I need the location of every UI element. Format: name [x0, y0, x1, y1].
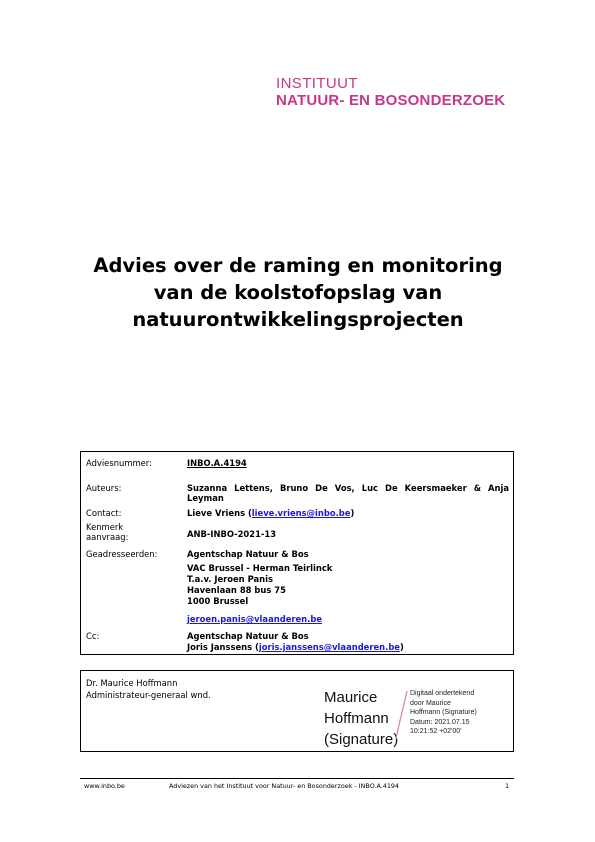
address-line-4: 1000 Brussel: [187, 596, 249, 606]
signature-stroke-icon: [394, 689, 410, 741]
signature-large-line-3: (Signature): [324, 731, 399, 748]
signatory-name: Dr. Maurice Hoffmann: [86, 678, 178, 688]
digital-line-2: door Maurice: [410, 699, 451, 707]
kenmerk-label-2: aanvraag:: [86, 532, 129, 542]
signature-large-line-2: Hoffmann: [324, 710, 389, 727]
auteurs-value: Suzanna Lettens, Bruno De Vos, Luc De Keersmaeker & Anja Leyman: [187, 483, 509, 503]
address-line-2: T.a.v. Jeroen Panis: [187, 574, 273, 584]
cc-org: Agentschap Natuur & Bos: [187, 631, 309, 641]
adviesnummer-value: INBO.A.4194: [187, 458, 247, 468]
contact-label: Contact:: [86, 508, 122, 518]
signatory-role: Administrateur-generaal wnd.: [86, 690, 211, 700]
geadresseerde-email-link[interactable]: jeroen.panis@vlaanderen.be: [187, 614, 322, 624]
footer-site: www.inbo.be: [84, 782, 125, 790]
kenmerk-label: [86, 522, 184, 542]
contact-value: [187, 508, 509, 518]
signature-name-large: [324, 687, 398, 750]
geadresseerde-1: Agentschap Natuur & Bos: [187, 549, 309, 559]
digital-line-5: 10:21:52 +02'00': [410, 728, 462, 735]
cc-close: ): [400, 642, 404, 652]
auteurs-label: Auteurs:: [86, 483, 122, 493]
logo-line-2: NATUUR- EN BOSONDERZOEK: [276, 92, 506, 109]
contact-name: Lieve Vriens (: [187, 508, 252, 518]
cc-email-link[interactable]: joris.janssens@vlaanderen.be: [258, 642, 400, 652]
logo-line-1: INSTITUUT: [276, 75, 358, 92]
geadresseerden-label: Geadresseerden:: [86, 549, 158, 559]
contact-close: ): [350, 508, 355, 518]
title-line-2: van de koolstofopslag van: [153, 281, 443, 304]
adviesnummer-label: Adviesnummer:: [86, 458, 152, 468]
document-title: [60, 252, 536, 333]
cc-value: [187, 642, 509, 652]
cc-name: Joris Janssens (: [187, 642, 259, 652]
cc-label: Cc:: [86, 631, 100, 641]
footer-divider: [80, 778, 514, 779]
digital-signature-details: [410, 689, 477, 737]
digital-line-1: Digitaal ondertekend: [410, 690, 475, 697]
address-line-3: Havenlaan 88 bus 75: [187, 585, 286, 595]
title-line-1: Advies over de raming en monitoring: [93, 254, 503, 277]
digital-line-4: Datum: 2021.07.15: [410, 718, 470, 726]
metadata-table: [80, 451, 514, 655]
signature-large-line-1: Maurice: [324, 689, 378, 706]
address-line-1: VAC Brussel - Herman Teirlinck: [187, 563, 333, 573]
footer-text: Adviezen van het Instituut voor Natuur- en Bosonderzoek - INBO.A.4194: [169, 782, 400, 790]
kenmerk-value: ANB-INBO-2021-13: [187, 529, 277, 539]
inbo-logo: [276, 76, 505, 110]
contact-email-link[interactable]: lieve.vriens@inbo.be: [251, 508, 351, 518]
digital-line-3: Hoffmann (Signature): [410, 709, 477, 716]
kenmerk-label-1: Kenmerk: [86, 522, 124, 532]
title-line-3: natuurontwikkelingsprojecten: [132, 308, 464, 331]
signature-box: [80, 670, 514, 752]
footer-page-number: 1: [505, 782, 510, 790]
